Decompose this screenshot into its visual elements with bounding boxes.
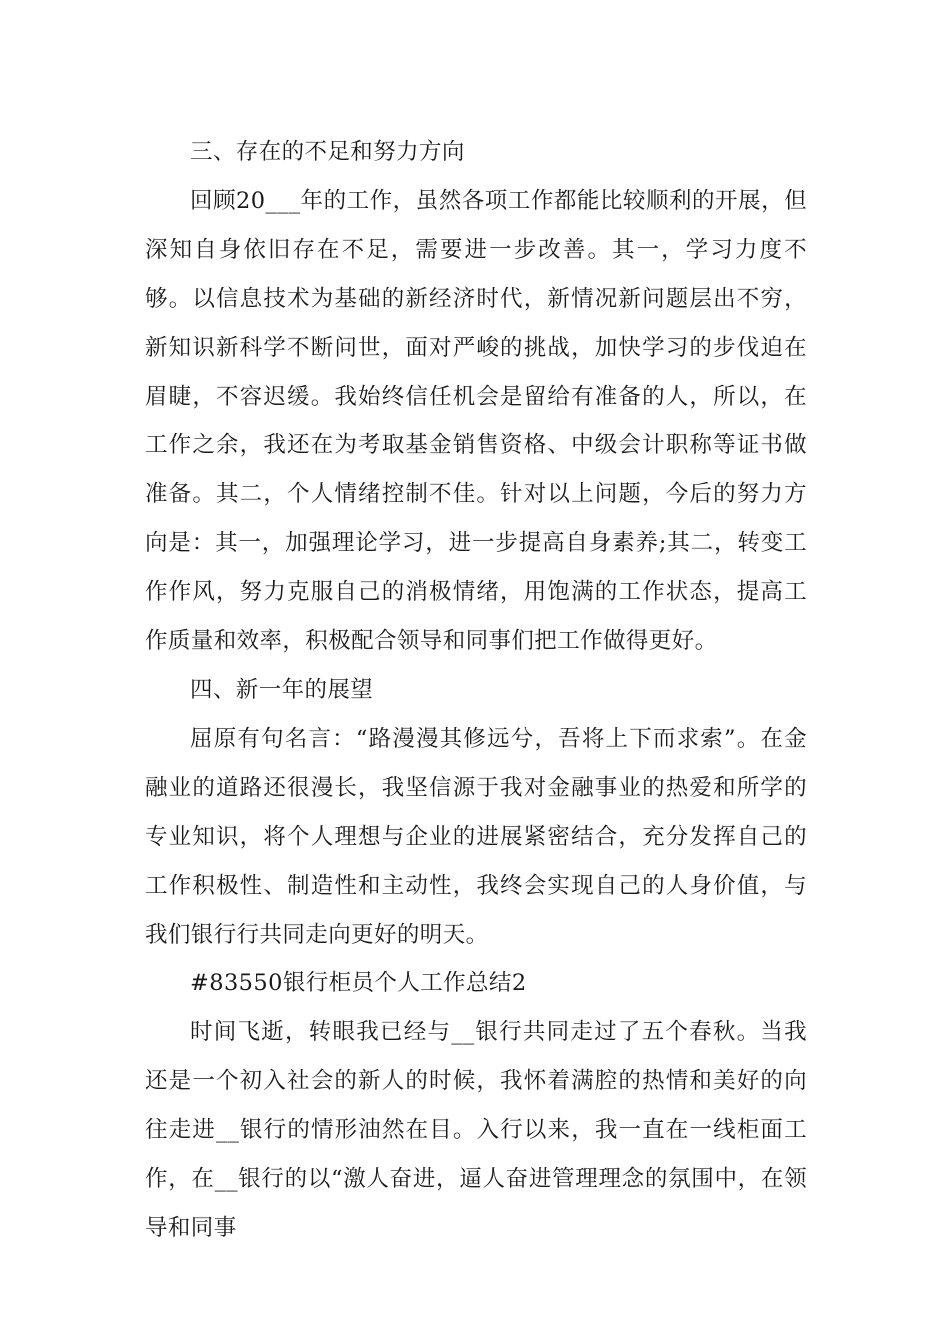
article-title: #83550银行柜员个人工作总结2 — [190, 970, 527, 997]
section-heading-shortcomings: 三、存在的不足和努力方向 — [190, 139, 465, 165]
paragraph-shortcomings: 回顾20___年的工作，虽然各项工作都能比较顺利的开展，但深知自身依旧存在不足，需要进一步改善。其一，学习力度不够。以信息技术为基础的新经济时代，新情况新问题层出不穷，新知识新科学不断问世，面对严峻的挑战，加快学习的步伐迫在眉睫，不容迟缓。我始终信任机会是留给有准备的人，所以，在工作之余，我还在为考取基金销售资格、中级会计职称等证书做准备。其二，个人情绪控制不佳。针对以上问题，今后的努力方向是：其一，加强理论学习，进一步提高自身素养;其二，转变工作作风，努力克服自己的消极情绪，用饱满的工作状态，提高工作质量和效率，积极配合领导和同事们把工作做得更好。 — [145, 187, 807, 655]
paragraph-outlook: 屈原有句名言：“路漫漫其修远兮，吾将上下而求索”。在金融业的道路还很漫长，我坚信源于我对金融事业的热爱和所学的专业知识，将个人理想与企业的进展紧密结合，充分发挥自己的工作积极性、制造性和主动性，我终会实现自己的人身价值，与我们银行行共同走向更好的明天。 — [145, 725, 807, 948]
document-body — [145, 128, 807, 1253]
paragraph-article-intro: 时间飞逝，转眼我已经与__银行共同走过了五个春秋。当我还是一个初入社会的新人的时候，我怀着满腔的热情和美好的向往走进__银行的情形油然在目。入行以来，我一直在一线柜面工作，在__银行的以“激人奋进，逼人奋进管理理念的氛围中，在领导和同事 — [145, 1019, 807, 1241]
section-heading-outlook: 四、新一年的展望 — [190, 676, 374, 703]
